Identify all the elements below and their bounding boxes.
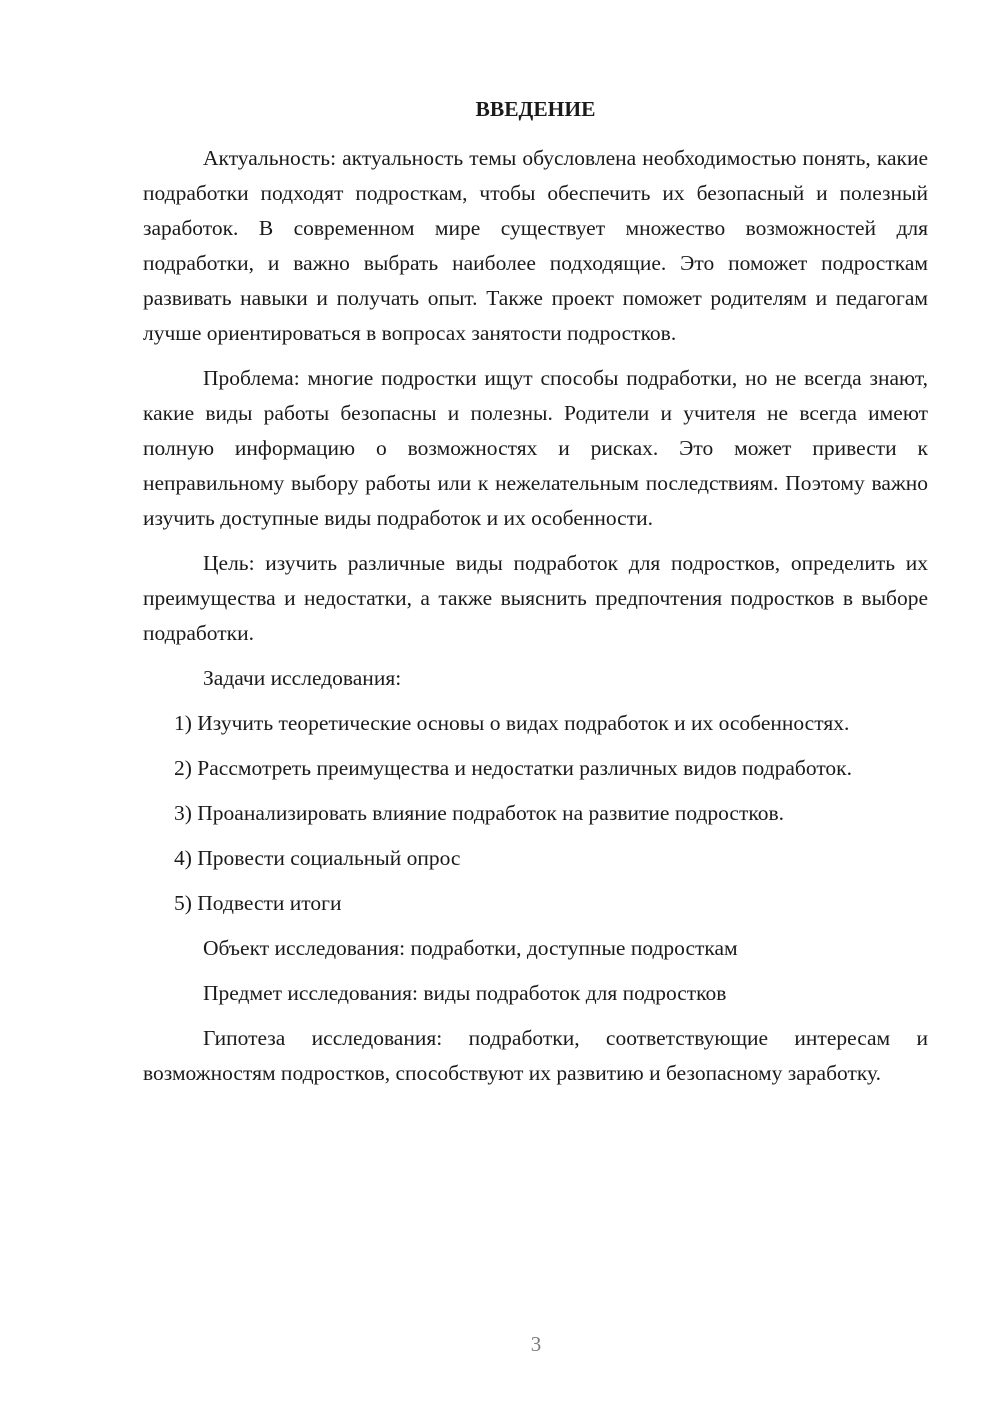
task-item-5: 5) Подвести итоги [174,891,342,915]
task-item-1: 1) Изучить теоретические основы о видах подработок и их особенностях. [174,711,850,735]
relevance-paragraph: Актуальность: актуальность темы обусловлена необходимостью понять, какие подработки подходят подросткам, чтобы обеспечить их безопасный и полезный заработок. В современном мире существует множество возможностей для подработки, и важно выбрать наиболее подходящие. Это поможет подросткам развивать навыки и получать опыт. Также проект поможет родителям и педагогам лучше ориентироваться в вопросах занятости подростков. [143,146,928,345]
task-item-4: 4) Провести социальный опрос [174,846,461,870]
research-object: Объект исследования: подработки, доступные подросткам [203,936,738,960]
section-heading: ВВЕДЕНИЕ [475,97,596,121]
task-item-3: 3) Проанализировать влияние подработок на развитие подростков. [174,801,784,825]
task-item-2: 2) Рассмотреть преимущества и недостатки различных видов подработок. [174,756,853,780]
page-number: 3 [530,1332,542,1356]
tasks-title: Задачи исследования: [203,666,402,690]
document-body [143,92,928,1101]
problem-paragraph: Проблема: многие подростки ищут способы подработки, но не всегда знают, какие виды работы безопасны и полезны. Родители и учителя не всегда имеют полную информацию о возможностях и рисках. Это может привести к неправильному выбору работы или к нежелательным последствиям. Поэтому важно изучить доступные виды подработок и их особенности. [143,366,928,530]
research-hypothesis: Гипотеза исследования: подработки, соответствующие интересам и возможностям подростков, способствуют их развитию и безопасному заработку. [143,1026,928,1085]
goal-paragraph: Цель: изучить различные виды подработок для подростков, определить их преимущества и недостатки, а также выяснить предпочтения подростков в выборе подработки. [143,551,928,645]
research-subject: Предмет исследования: виды подработок для подростков [203,981,727,1005]
